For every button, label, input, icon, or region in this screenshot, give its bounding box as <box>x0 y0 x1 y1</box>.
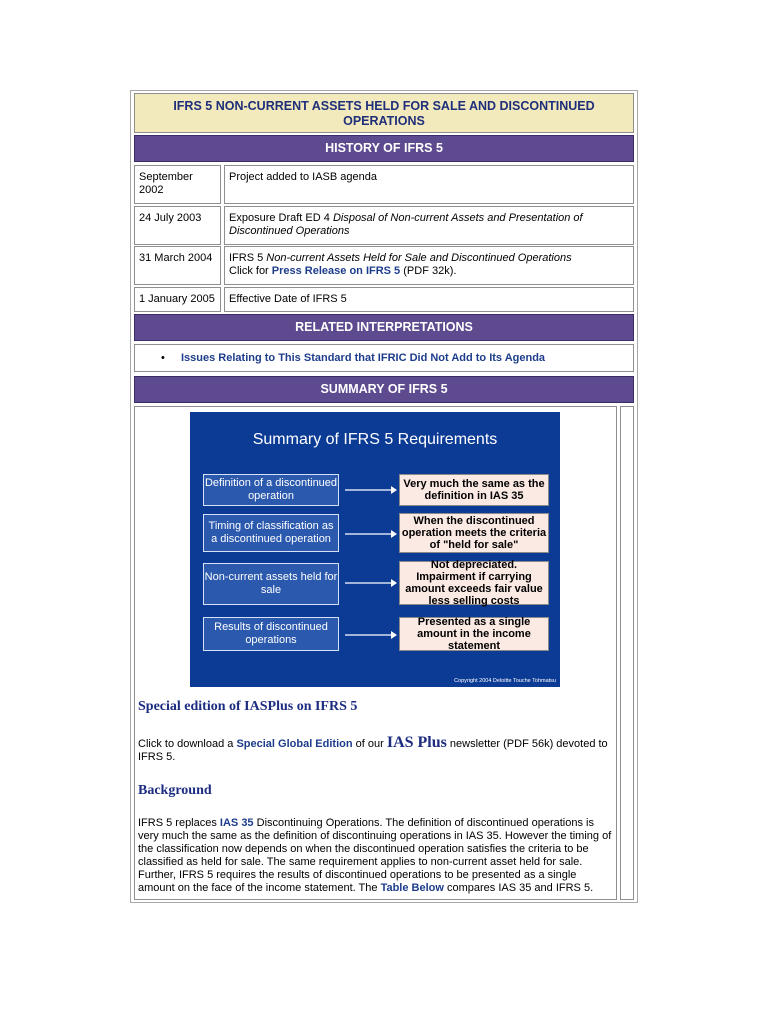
history-date: 31 March 2004 <box>134 246 221 285</box>
history-text-line2-suffix: (PDF 32k). <box>400 265 457 277</box>
history-text-italic: Non-current Assets Held for Sale and Discontinued Operations <box>266 252 572 264</box>
diagram-right-box: Not depreciated. Impairment if carrying amount exceeds fair value less selling costs <box>399 561 549 605</box>
special-edition-heading: Special edition of IASPlus on IFRS 5 <box>138 699 358 714</box>
interpretations-heading: RELATED INTERPRETATIONS <box>134 314 634 341</box>
background-body: Discontinuing Operations. The definition of discontinued operations is very much the same as the definition of discontinuing operations in IAS 35. However the timing of the classification now depends on when the discontinued operation satisfies the criteria to be classified as held for sale. The same requirement applies to non-current asset held for sale. Further, IFRS 5 requires the results of discontinued operations to be presented as a single amount on the face of the income statement. The <box>138 817 612 894</box>
background-text <box>138 817 614 895</box>
history-text: Project added to IASB agenda <box>224 165 634 204</box>
page-title: IFRS 5 NON-CURRENT ASSETS HELD FOR SALE AND DISCONTINUED OPERATIONS <box>134 93 634 133</box>
summary-diagram <box>190 412 560 687</box>
background-heading: Background <box>138 783 212 798</box>
diagram-right-box: Presented as a single amount in the income statement <box>399 617 549 651</box>
history-text <box>224 206 634 245</box>
diagram-right-box: Very much the same as the definition in IAS 35 <box>399 474 549 506</box>
interpretations-list <box>134 344 634 372</box>
history-date: September 2002 <box>134 165 221 204</box>
special-suffix: newsletter (PDF 56k) devoted to IFRS 5. <box>138 738 608 763</box>
history-text-prefix: Exposure Draft ED 4 <box>229 212 333 224</box>
bullet-icon: • <box>161 352 165 364</box>
special-mid: of our <box>352 738 387 750</box>
summary-heading: SUMMARY OF IFRS 5 <box>134 376 634 403</box>
background-suffix: compares IAS 35 and IFRS 5. <box>443 882 594 894</box>
special-edition-text <box>138 736 616 764</box>
diagram-title: Summary of IFRS 5 Requirements <box>252 431 498 448</box>
history-text-prefix: IFRS 5 <box>229 252 267 264</box>
history-date: 1 January 2005 <box>134 287 221 312</box>
history-text-italic: Disposal of Non-current Assets and Presentation of Discontinued Operations <box>229 212 583 237</box>
arrow-right-icon <box>345 529 397 539</box>
history-text: Effective Date of IFRS 5 <box>224 287 634 312</box>
history-text-line2-prefix: Click for <box>229 265 272 277</box>
history-heading: HISTORY OF IFRS 5 <box>134 135 634 162</box>
diagram-left-box: Non-current assets held for sale <box>203 563 339 605</box>
diagram-right-box: When the discontinued operation meets the criteria of "held for sale" <box>399 513 549 553</box>
ifric-issues-link[interactable]: Issues Relating to This Standard that IFRIC Did Not Add to Its Agenda <box>181 352 546 364</box>
diagram-left-box: Results of discontinued operations <box>203 617 339 651</box>
summary-side-cell <box>620 406 634 900</box>
table-below-link[interactable]: Table Below <box>380 882 444 894</box>
history-date: 24 July 2003 <box>134 206 221 245</box>
special-global-edition-link[interactable]: Special Global Edition <box>236 738 353 750</box>
ias-plus-logo: IAS Plus <box>386 734 447 751</box>
ias-35-link[interactable]: IAS 35 <box>219 817 254 829</box>
arrow-right-icon <box>345 630 397 640</box>
arrow-right-icon <box>345 578 397 588</box>
history-text <box>224 246 634 285</box>
diagram-left-box: Definition of a discontinued operation <box>203 474 339 506</box>
special-prefix: Click to download a <box>138 738 237 750</box>
arrow-right-icon <box>345 485 397 495</box>
diagram-copyright: Copyright 2004 Deloitte Touche Tohmatsu <box>454 678 556 684</box>
press-release-link[interactable]: Press Release on IFRS 5 <box>271 265 401 277</box>
background-prefix: IFRS 5 replaces <box>138 817 220 829</box>
diagram-left-box: Timing of classification as a discontinued operation <box>203 514 339 552</box>
